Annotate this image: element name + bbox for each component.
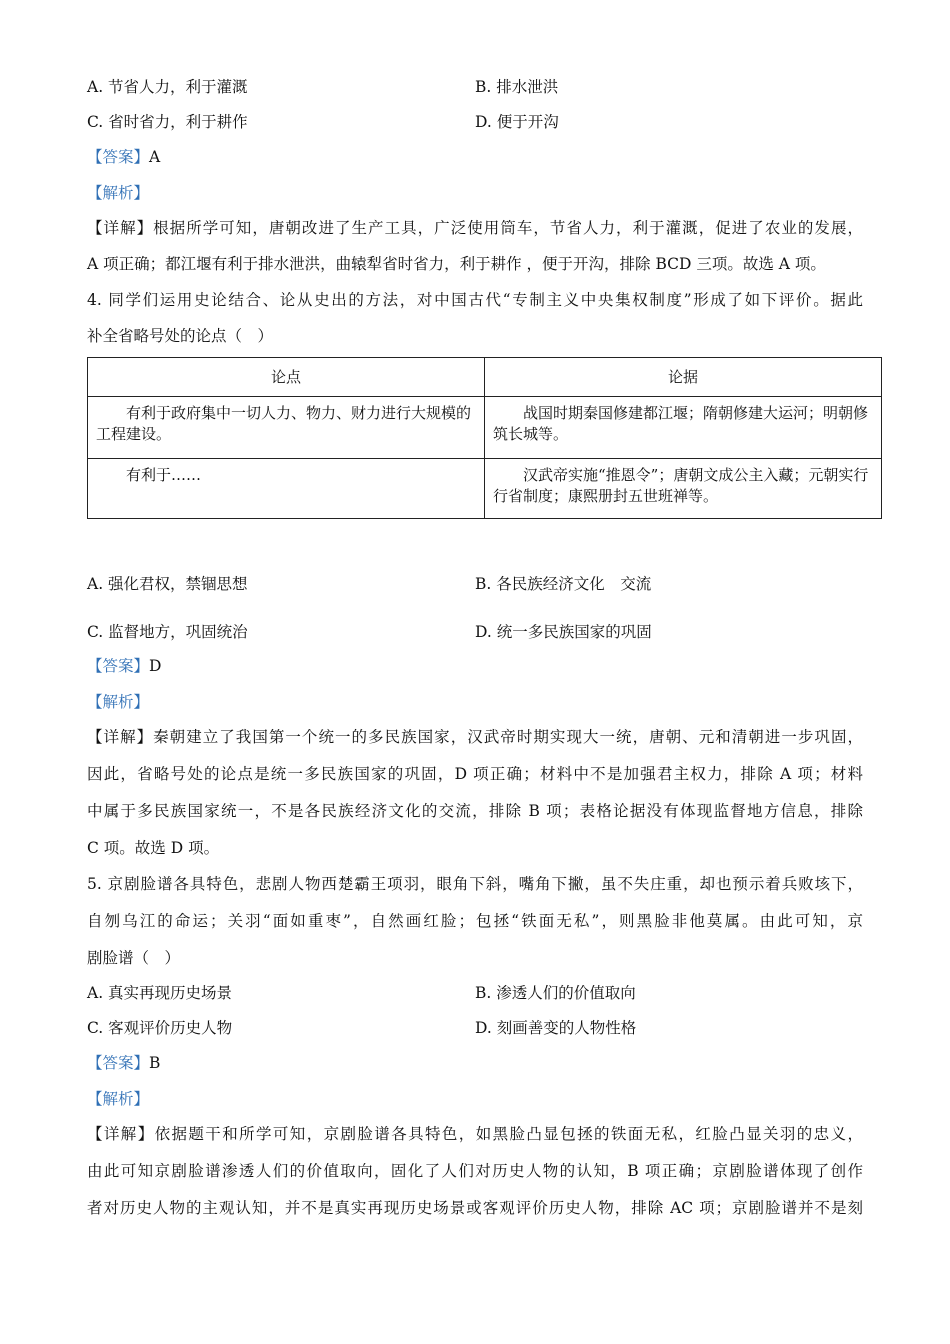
q4-answer [87, 656, 161, 676]
table-cell: 汉武帝实施“推恩令”；唐朝文成公主入藏；元朝实行行省制度；康熙册封五世班禅等。 [485, 459, 882, 519]
q5-option-d: D. 刻画善变的人物性格 [475, 1019, 637, 1037]
answer-value: D [149, 657, 162, 675]
table-row [88, 459, 882, 519]
q4-detail-line-1 [87, 727, 863, 747]
q3-detail-line-1 [87, 218, 863, 238]
table-header-evidence: 论据 [485, 358, 882, 397]
answer-value: B [149, 1054, 161, 1072]
table-row [88, 397, 882, 459]
table-header-row [88, 358, 882, 397]
answer-value: A [149, 148, 161, 166]
q3-detail-line-2: A 项正确；都江堰有利于排水泄洪，曲辕犁省时省力，利于耕作 ，便于开沟，排除 BCD 三项。故选 A 项。 [87, 255, 826, 273]
q5-stem-line-2: 自刎乌江的命运；关羽“面如重枣”，自然画红脸；包拯“铁面无私”，则黑脸非他莫属。由此可知，京 [87, 912, 863, 930]
detail-text: 根据所学可知，唐朝改进了生产工具，广泛使用筒车，节省人力，利于灌溉，促进了农业的发展， [153, 219, 863, 237]
table-cell: 有利于…… [88, 459, 485, 519]
detail-tag: 【详解】 [87, 1125, 155, 1143]
table-header-viewpoint: 论点 [88, 358, 485, 397]
q3-option-c: C. 省时省力，利于耕作 [87, 113, 248, 131]
table-cell: 战国时期秦国修建都江堰；隋朝修建大运河；明朝修筑长城等。 [485, 397, 882, 459]
q3-analysis-heading [87, 183, 149, 203]
detail-text: 依据题干和所学可知，京剧脸谱各具特色，如黑脸凸显包拯的铁面无私，红脸凸显关羽的忠义， [154, 1125, 863, 1143]
q4-detail-line-4: C 项。故选 D 项。 [87, 839, 220, 857]
detail-tag: 【详解】 [87, 219, 154, 237]
analysis-tag: 【解析】 [87, 1090, 150, 1108]
q3-answer [87, 147, 160, 167]
q4-analysis-heading [87, 692, 149, 712]
answer-tag: 【答案】 [87, 148, 150, 166]
q5-detail-line-2: 由此可知京剧脸谱渗透人们的价值取向，固化了人们对历史人物的认知，B 项正确；京剧脸谱体现了创作 [87, 1162, 863, 1180]
q5-option-a: A. 真实再现历史场景 [87, 984, 233, 1002]
analysis-tag: 【解析】 [87, 693, 150, 711]
q4-option-d: D. 统一多民族国家的巩固 [475, 623, 652, 641]
q5-detail-line-3: 者对历史人物的主观认知，并不是真实再现历史场景或客观评价历史人物，排除 AC 项；京剧脸谱并不是刻 [87, 1199, 863, 1217]
q5-option-b: B. 渗透人们的价值取向 [475, 984, 636, 1002]
q4-detail-line-3: 中属于多民族国家统一，不是各民族经济文化的交流，排除 B 项；表格论据没有体现监督地方信息，排除 [87, 802, 863, 820]
detail-tag: 【详解】 [87, 728, 154, 746]
q4-stem-line-2: 补全省略号处的论点（ ） [87, 327, 274, 345]
q5-option-c: C. 客观评价历史人物 [87, 1019, 233, 1037]
q5-detail-line-1 [87, 1124, 863, 1144]
q4-argument-table [87, 357, 882, 519]
q4-option-c: C. 监督地方，巩固统治 [87, 623, 248, 641]
q5-stem-line-1: 5. 京剧脸谱各具特色，悲剧人物西楚霸王项羽，眼角下斜，嘴角下撇，虽不失庄重，却也预示着兵败垓下， [87, 875, 863, 893]
answer-tag: 【答案】 [87, 657, 150, 675]
q3-option-b: B. 排水泄洪 [475, 78, 559, 96]
answer-tag: 【答案】 [87, 1054, 150, 1072]
detail-text: 秦朝建立了我国第一个统一的多民族国家，汉武帝时期实现大一统，唐朝、元和清朝进一步巩固， [153, 728, 863, 746]
q4-detail-line-2: 因此，省略号处的论点是统一多民族国家的巩固，D 项正确；材料中不是加强君主权力，排除 A 项；材料 [87, 765, 863, 783]
q5-answer [87, 1053, 160, 1073]
q3-option-a: A. 节省人力，利于灌溉 [87, 78, 248, 96]
q5-analysis-heading [87, 1089, 149, 1109]
q5-stem-line-3: 剧脸谱（ ） [87, 949, 181, 967]
q4-stem-line-1: 4. 同学们运用史论结合、论从史出的方法，对中国古代“专制主义中央集权制度”形成了如下评价。据此 [87, 291, 863, 309]
analysis-tag: 【解析】 [87, 184, 150, 202]
q4-option-b: B. 各民族经济文化 交流 [475, 575, 652, 593]
q3-option-d: D. 便于开沟 [475, 113, 559, 131]
table-cell: 有利于政府集中一切人力、物力、财力进行大规模的工程建设。 [88, 397, 485, 459]
q4-option-a: A. 强化君权，禁锢思想 [87, 575, 248, 593]
